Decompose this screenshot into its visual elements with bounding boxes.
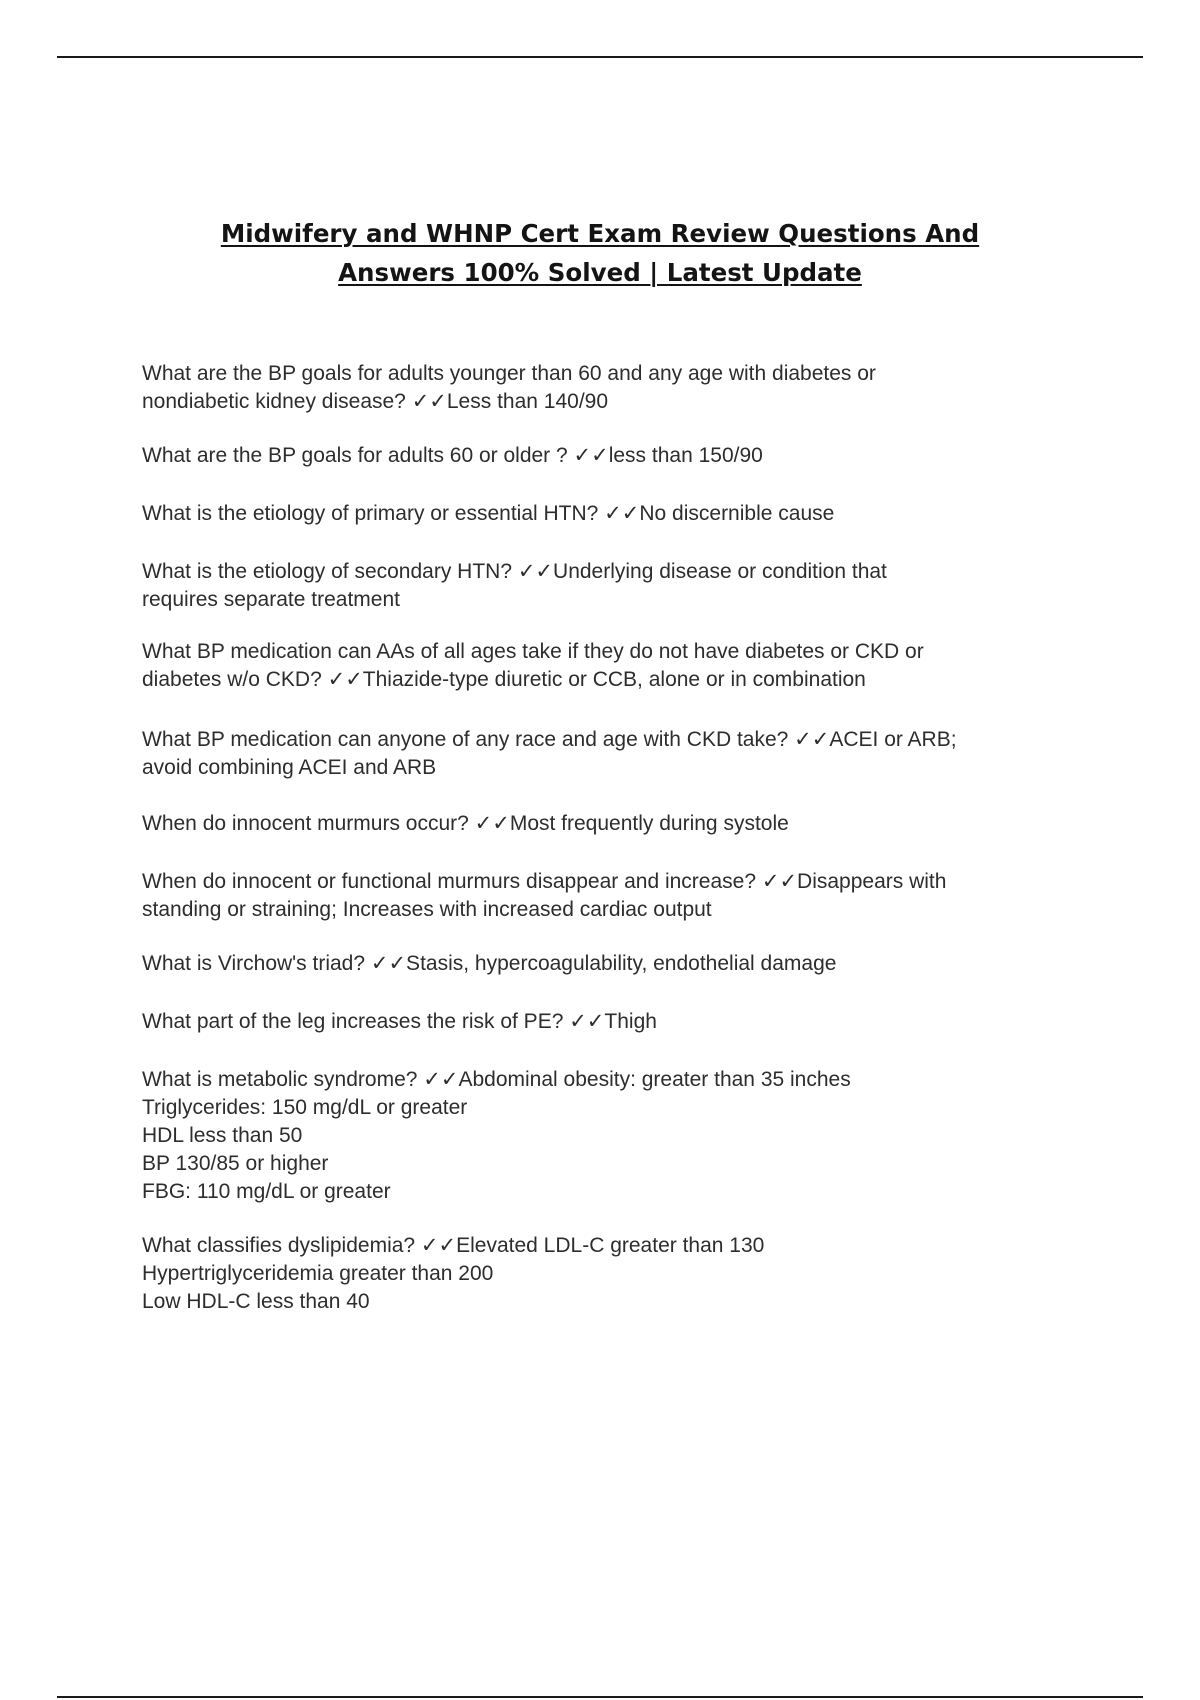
qa-line: What are the BP goals for adults 60 or older ? ✓✓less than 150/90 — [142, 444, 763, 467]
qa-line: avoid combining ACEI and ARB — [142, 756, 437, 779]
qa-line: BP 130/85 or higher — [142, 1152, 329, 1175]
qa-line: What is the etiology of secondary HTN? ✓✓Underlying disease or condition that — [142, 560, 887, 583]
qa-item — [142, 442, 1092, 470]
bottom-divider — [57, 1696, 1143, 1698]
qa-item — [142, 638, 1092, 694]
title-line-1: Midwifery and WHNP Cert Exam Review Questions And — [220, 219, 980, 248]
qa-item — [142, 1232, 1092, 1316]
qa-line: What part of the leg increases the risk of PE? ✓✓Thigh — [142, 1010, 657, 1033]
top-divider — [57, 56, 1143, 58]
qa-line: What BP medication can anyone of any race and age with CKD take? ✓✓ACEI or ARB; — [142, 728, 957, 751]
qa-item — [142, 1066, 1092, 1206]
qa-line: What BP medication can AAs of all ages take if they do not have diabetes or CKD or — [142, 640, 924, 663]
qa-line: When do innocent murmurs occur? ✓✓Most frequently during systole — [142, 812, 789, 835]
qa-line: What is Virchow's triad? ✓✓Stasis, hypercoagulability, endothelial damage — [142, 952, 837, 975]
qa-line: What classifies dyslipidemia? ✓✓Elevated LDL-C greater than 130 — [142, 1234, 765, 1257]
qa-line: FBG: 110 mg/dL or greater — [142, 1180, 391, 1203]
qa-line: When do innocent or functional murmurs disappear and increase? ✓✓Disappears with — [142, 870, 947, 893]
qa-line: diabetes w/o CKD? ✓✓Thiazide-type diuretic or CCB, alone or in combination — [142, 668, 866, 691]
page-title — [60, 214, 1140, 292]
qa-line: requires separate treatment — [142, 588, 400, 611]
qa-item — [142, 726, 1092, 782]
qa-list — [142, 360, 1092, 1316]
qa-line: Low HDL-C less than 40 — [142, 1290, 370, 1313]
qa-line: Triglycerides: 150 mg/dL or greater — [142, 1096, 468, 1119]
qa-item — [142, 1008, 1092, 1036]
qa-item — [142, 360, 1092, 416]
qa-item — [142, 868, 1092, 924]
qa-line: What is metabolic syndrome? ✓✓Abdominal obesity: greater than 35 inches — [142, 1068, 851, 1091]
qa-item — [142, 950, 1092, 978]
qa-item — [142, 558, 1092, 614]
qa-line: What is the etiology of primary or essential HTN? ✓✓No discernible cause — [142, 502, 835, 525]
title-line-2: Answers 100% Solved | Latest Update — [338, 258, 862, 287]
qa-line: What are the BP goals for adults younger than 60 and any age with diabetes or — [142, 362, 876, 385]
qa-item — [142, 500, 1092, 528]
qa-line: HDL less than 50 — [142, 1124, 303, 1147]
qa-line: standing or straining; Increases with increased cardiac output — [142, 898, 712, 921]
qa-line: Hypertriglyceridemia greater than 200 — [142, 1262, 494, 1285]
qa-line: nondiabetic kidney disease? ✓✓Less than 140/90 — [142, 390, 609, 413]
qa-item — [142, 810, 1092, 838]
